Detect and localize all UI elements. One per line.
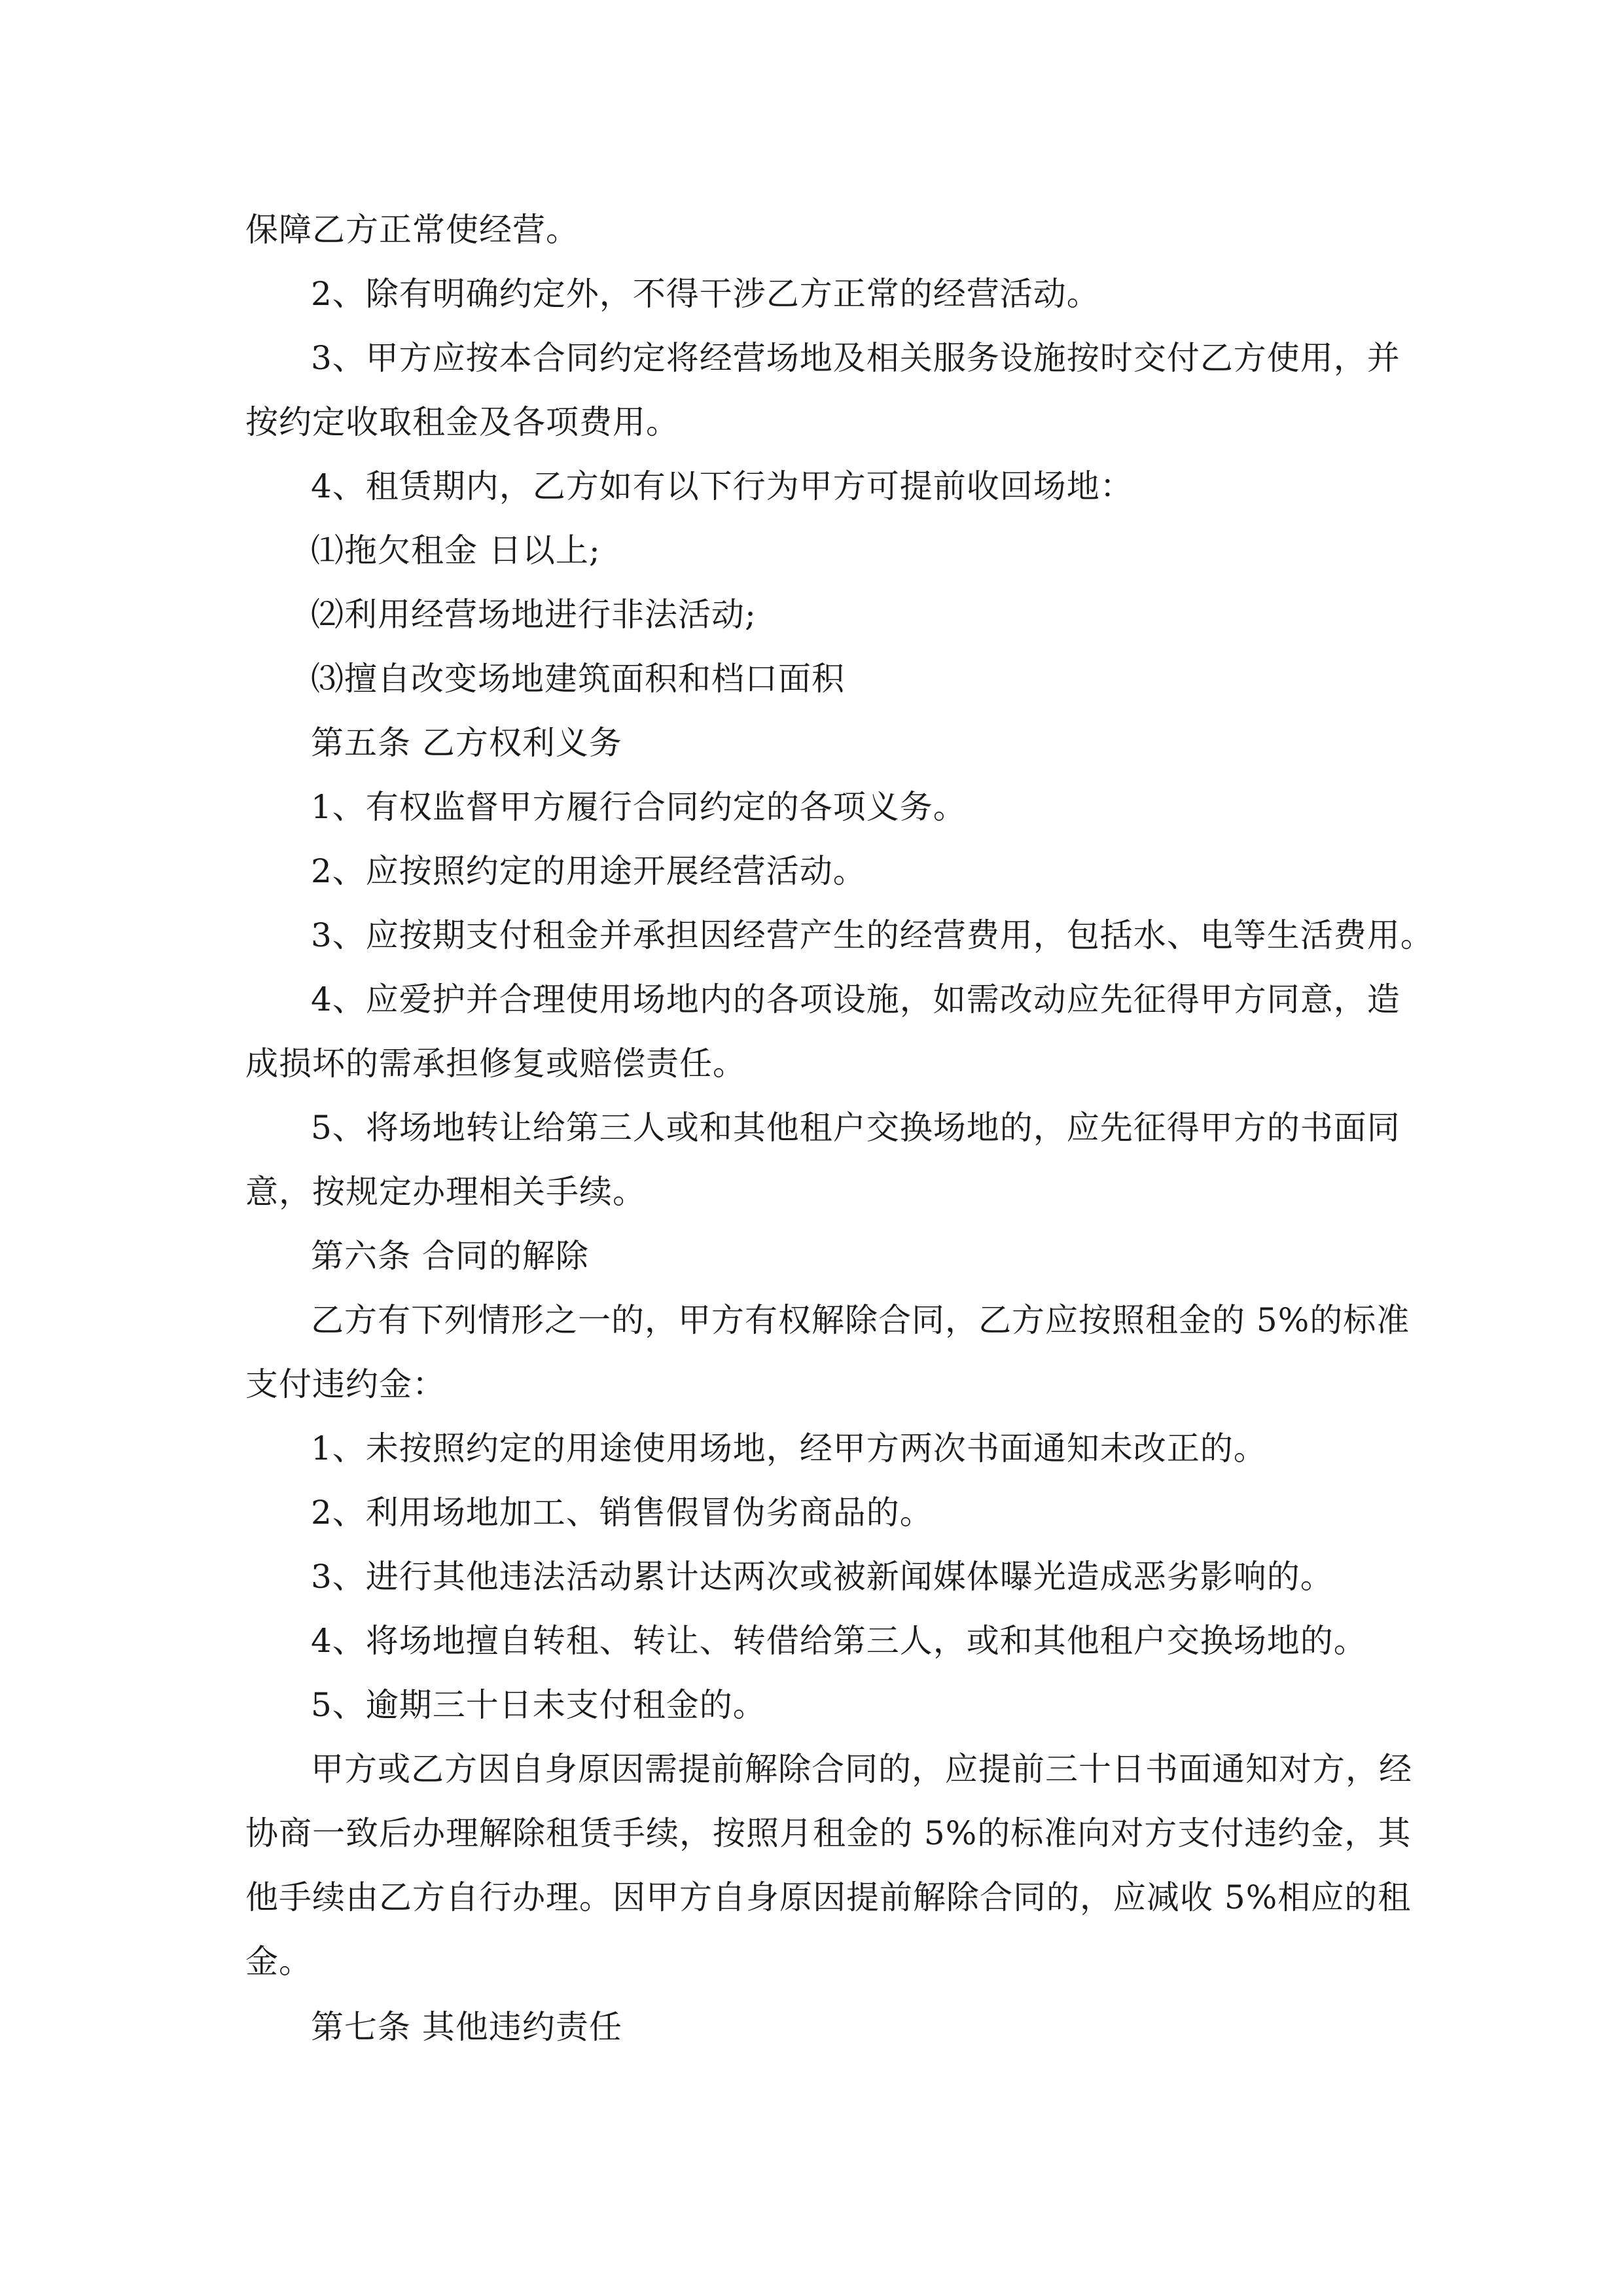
clause-line: 乙方有下列情形之一的，甲方有权解除合同，乙方应按照租金的 5%的标准 [311, 1301, 1410, 1339]
paragraph-line: 按约定收取租金及各项费用。 [245, 403, 679, 441]
sub-clause-line: ⑴拖欠租金 日以上; [311, 531, 601, 569]
clause-line: 甲方或乙方因自身原因需提前解除合同的，应提前三十日书面通知对方，经 [311, 1750, 1412, 1788]
sub-clause-line: ⑵利用经营场地进行非法活动; [311, 596, 757, 634]
clause-line: 3、进行其他违法活动累计达两次或被新闻媒体曝光造成恶劣影响的。 [311, 1558, 1334, 1596]
sub-clause-line: ⑶擅自改变场地建筑面积和档口面积 [311, 660, 845, 698]
clause-line: 5、逾期三十日未支付租金的。 [311, 1686, 766, 1724]
paragraph-line: 支付违约金： [245, 1365, 446, 1403]
clause-line: 1、未按照约定的用途使用场地，经甲方两次书面通知未改正的。 [311, 1429, 1267, 1467]
clause-line: 4、将场地擅自转租、转让、转借给第三人，或和其他租户交换场地的。 [311, 1622, 1367, 1660]
article-heading: 第五条 乙方权利义务 [311, 724, 622, 762]
clause-line: 2、除有明确约定外，不得干涉乙方正常的经营活动。 [311, 275, 1100, 313]
clause-line: 3、甲方应按本合同约定将经营场地及相关服务设施按时交付乙方使用，并 [311, 339, 1400, 377]
document-body [245, 198, 1434, 2059]
paragraph-line: 保障乙方正常使经营。 [245, 211, 579, 249]
paragraph-line: 成损坏的需承担修复或赔偿责任。 [245, 1045, 746, 1083]
clause-line: 3、应按期支付租金并承担因经营产生的经营费用，包括水、电等生活费用。 [311, 916, 1434, 954]
paragraph-line: 协商一致后办理解除租赁手续，按照月租金的 5%的标准向对方支付违约金，其 [245, 1814, 1412, 1852]
article-heading: 第七条 其他违约责任 [311, 2008, 622, 2046]
clause-line: 2、利用场地加工、销售假冒伪劣商品的。 [311, 1494, 933, 1532]
paragraph-line: 金。 [245, 1943, 312, 1981]
clause-line: 4、应爱护并合理使用场地内的各项设施，如需改动应先征得甲方同意，造 [311, 980, 1400, 1018]
article-heading: 第六条 合同的解除 [311, 1237, 589, 1275]
paragraph-line: 意，按规定办理相关手续。 [245, 1173, 646, 1211]
clause-line: 2、应按照约定的用途开展经营活动。 [311, 852, 866, 890]
paragraph-line: 他手续由乙方自行办理。因甲方自身原因提前解除合同的，应减收 5%相应的租 [245, 1878, 1412, 1916]
clause-line: 4、租赁期内，乙方如有以下行为甲方可提前收回场地： [311, 467, 1133, 505]
clause-line: 5、将场地转让给第三人或和其他租户交换场地的，应先征得甲方的书面同 [311, 1109, 1400, 1147]
clause-line: 1、有权监督甲方履行合同约定的各项义务。 [311, 788, 967, 826]
